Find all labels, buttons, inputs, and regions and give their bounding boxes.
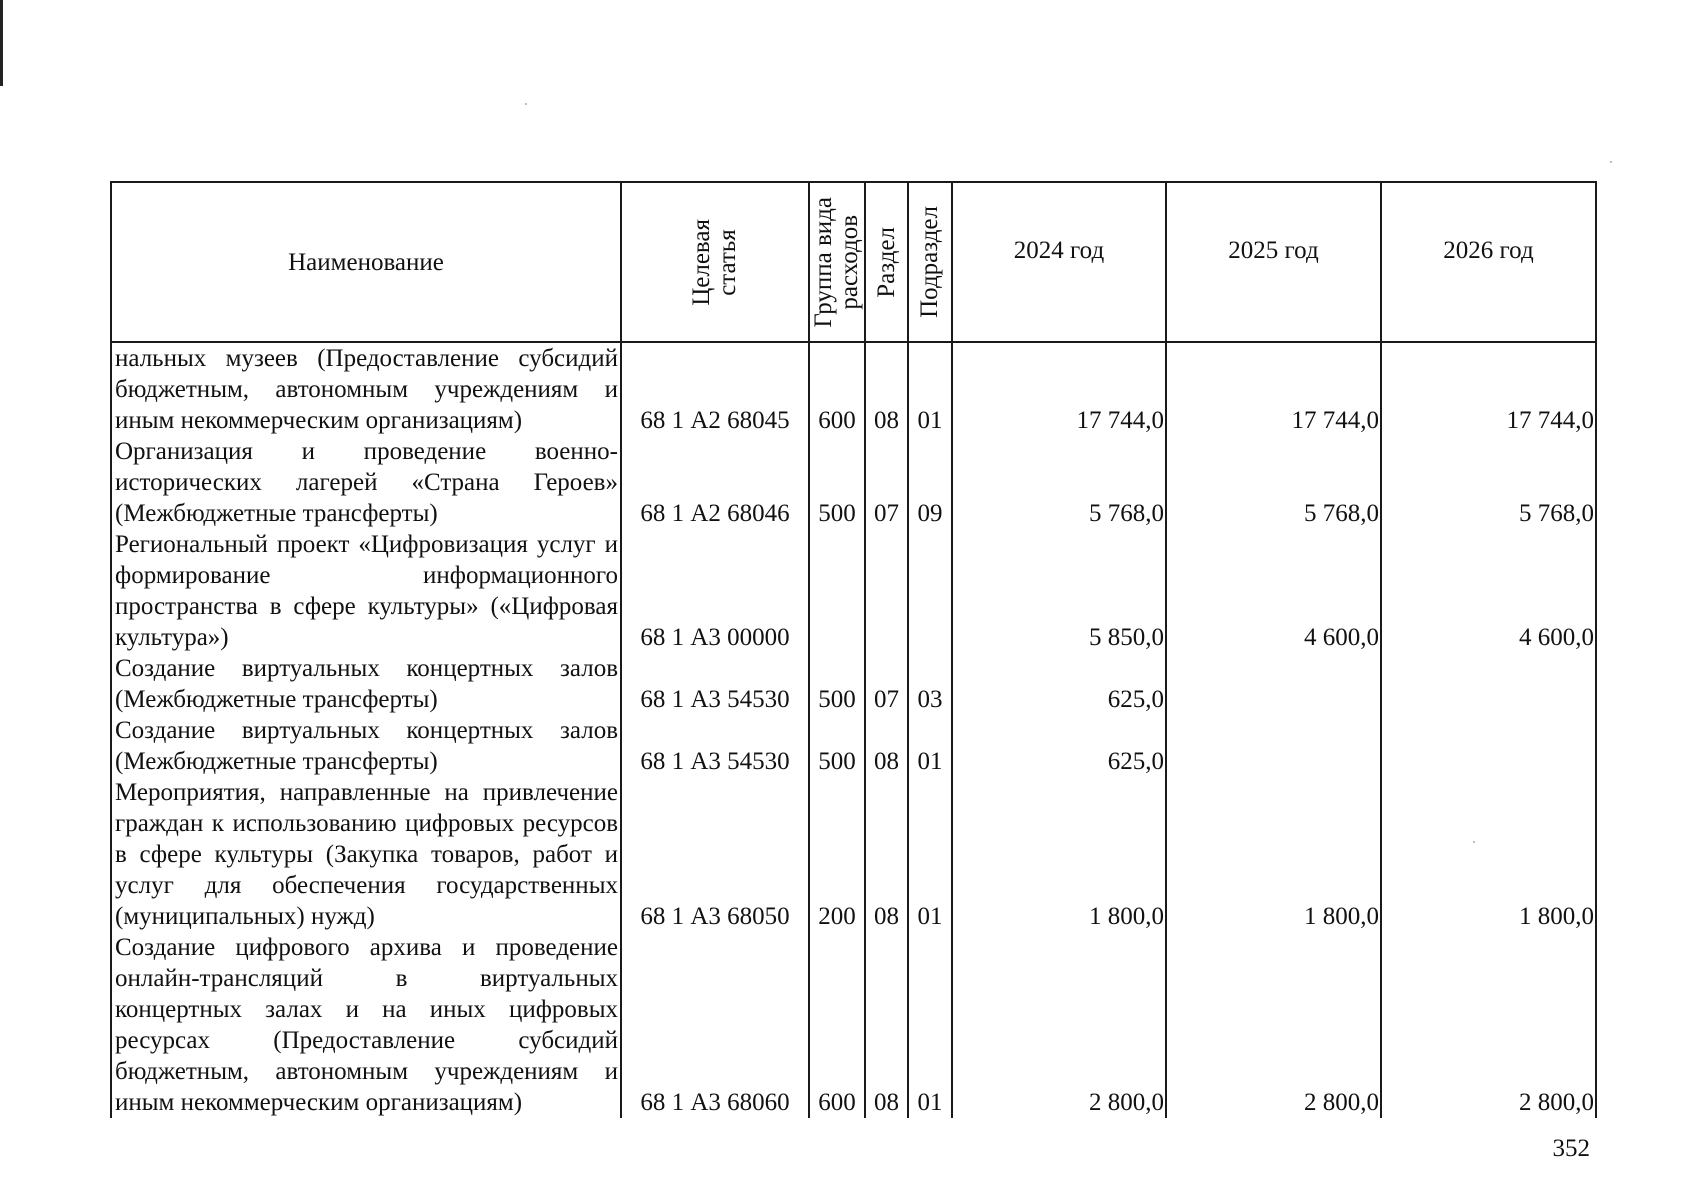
row-value-2025: 17 744,0 [1166, 342, 1381, 436]
header-target-article [621, 182, 809, 342]
header-year-2026-label: 2026 год [1443, 236, 1534, 264]
row-value-2026 [1381, 715, 1596, 777]
header-subsection-label: Подраздел [916, 206, 943, 318]
row-name: Создание виртуальных концертных залов (Межбюджетные трансферты) [111, 715, 621, 777]
header-year-2026 [1381, 182, 1596, 342]
row-target-article: 68 1 А2 68045 [621, 342, 809, 436]
header-section-label: Раздел [872, 226, 900, 298]
row-value-2024: 17 744,0 [952, 342, 1166, 436]
header-year-2024 [952, 182, 1166, 342]
header-year-2025 [1166, 182, 1381, 342]
row-value-2024: 2 800,0 [952, 932, 1166, 1118]
row-value-2025: 4 600,0 [1166, 529, 1381, 653]
page-number: 352 [1552, 1135, 1590, 1162]
row-name: Региональный проект «Цифровизация услуг и формирование информационного пространства в сфере культуры» («Цифровая культура») [111, 529, 621, 653]
row-value-2024: 625,0 [952, 715, 1166, 777]
row-subsection: 01 [908, 777, 952, 932]
table-row [111, 777, 1596, 932]
row-value-2025: 5 768,0 [1166, 436, 1381, 529]
row-section: 07 [865, 653, 908, 715]
row-value-2026: 4 600,0 [1381, 529, 1596, 653]
row-subsection: 03 [908, 653, 952, 715]
table-row [111, 436, 1596, 529]
row-expense-group: 200 [809, 777, 865, 932]
row-target-article: 68 1 А3 54530 [621, 715, 809, 777]
table-row [111, 529, 1596, 653]
row-value-2026: 2 800,0 [1381, 932, 1596, 1118]
row-section: 08 [865, 715, 908, 777]
header-year-2024-label: 2024 год [1013, 236, 1105, 264]
row-expense-group: 500 [809, 436, 865, 529]
row-expense-group: 600 [809, 342, 865, 436]
row-value-2024: 5 768,0 [952, 436, 1166, 529]
row-value-2026: 5 768,0 [1381, 436, 1596, 529]
row-value-2024: 5 850,0 [952, 529, 1166, 653]
row-value-2026: 1 800,0 [1381, 777, 1596, 932]
row-name: Организация и проведение военно-исторических лагерей «Страна Героев» (Межбюджетные трансферты) [111, 436, 621, 529]
row-subsection: 09 [908, 436, 952, 529]
row-value-2024: 625,0 [952, 653, 1166, 715]
row-target-article: 68 1 А3 00000 [621, 529, 809, 653]
row-subsection: 01 [908, 715, 952, 777]
row-subsection: 01 [908, 342, 952, 436]
row-value-2024: 1 800,0 [952, 777, 1166, 932]
row-expense-group: 500 [809, 653, 865, 715]
row-subsection: 01 [908, 932, 952, 1118]
row-target-article: 68 1 А3 68060 [621, 932, 809, 1118]
row-expense-group [809, 529, 865, 653]
scan-edge-mark [0, 0, 3, 86]
table-header-row [111, 182, 1596, 342]
row-section: 08 [865, 777, 908, 932]
header-name-label: Наименование [288, 248, 444, 276]
row-target-article: 68 1 А3 68050 [621, 777, 809, 932]
table-row [111, 715, 1596, 777]
row-value-2025 [1166, 653, 1381, 715]
budget-table [110, 181, 1597, 1118]
row-name: Мероприятия, направленные на привлечение граждан к использованию цифровых ресурсов в сфере культуры (Закупка товаров, работ и услуг для обеспечения государственных (муниципальных) нужд) [111, 777, 621, 932]
row-name: Создание цифрового архива и проведение онлайн-трансляций в виртуальных концертных залах и на иных цифровых ресурсах (Предоставление субсидий бюджетным, автономным учреждениям и иным некоммерческим организациям) [111, 932, 621, 1118]
row-value-2025 [1166, 715, 1381, 777]
row-section: 08 [865, 342, 908, 436]
scan-speck [525, 103, 527, 105]
table-row [111, 653, 1596, 715]
row-section: 07 [865, 436, 908, 529]
header-expense-group [809, 182, 865, 342]
row-subsection [908, 529, 952, 653]
header-name [111, 182, 621, 342]
row-target-article: 68 1 А3 54530 [621, 653, 809, 715]
row-name: Создание виртуальных концертных залов (Межбюджетные трансферты) [111, 653, 621, 715]
row-value-2025: 1 800,0 [1166, 777, 1381, 932]
table-row [111, 932, 1596, 1118]
header-subsection [908, 182, 952, 342]
header-expense-group-label: Группа вида расходов [810, 196, 863, 328]
row-value-2025: 2 800,0 [1166, 932, 1381, 1118]
header-target-article-label: Целевая статья [688, 218, 741, 306]
row-name: нальных музеев (Предоставление субсидий бюджетным, автономным учреждениям и иным некоммерческим организациям) [111, 342, 621, 436]
header-year-2025-label: 2025 год [1228, 236, 1319, 264]
row-value-2026: 17 744,0 [1381, 342, 1596, 436]
row-expense-group: 600 [809, 932, 865, 1118]
table-row [111, 342, 1596, 436]
row-section: 08 [865, 932, 908, 1118]
row-value-2026 [1381, 653, 1596, 715]
row-expense-group: 500 [809, 715, 865, 777]
row-section [865, 529, 908, 653]
scan-speck [1610, 161, 1612, 163]
row-target-article: 68 1 А2 68046 [621, 436, 809, 529]
header-section [865, 182, 908, 342]
